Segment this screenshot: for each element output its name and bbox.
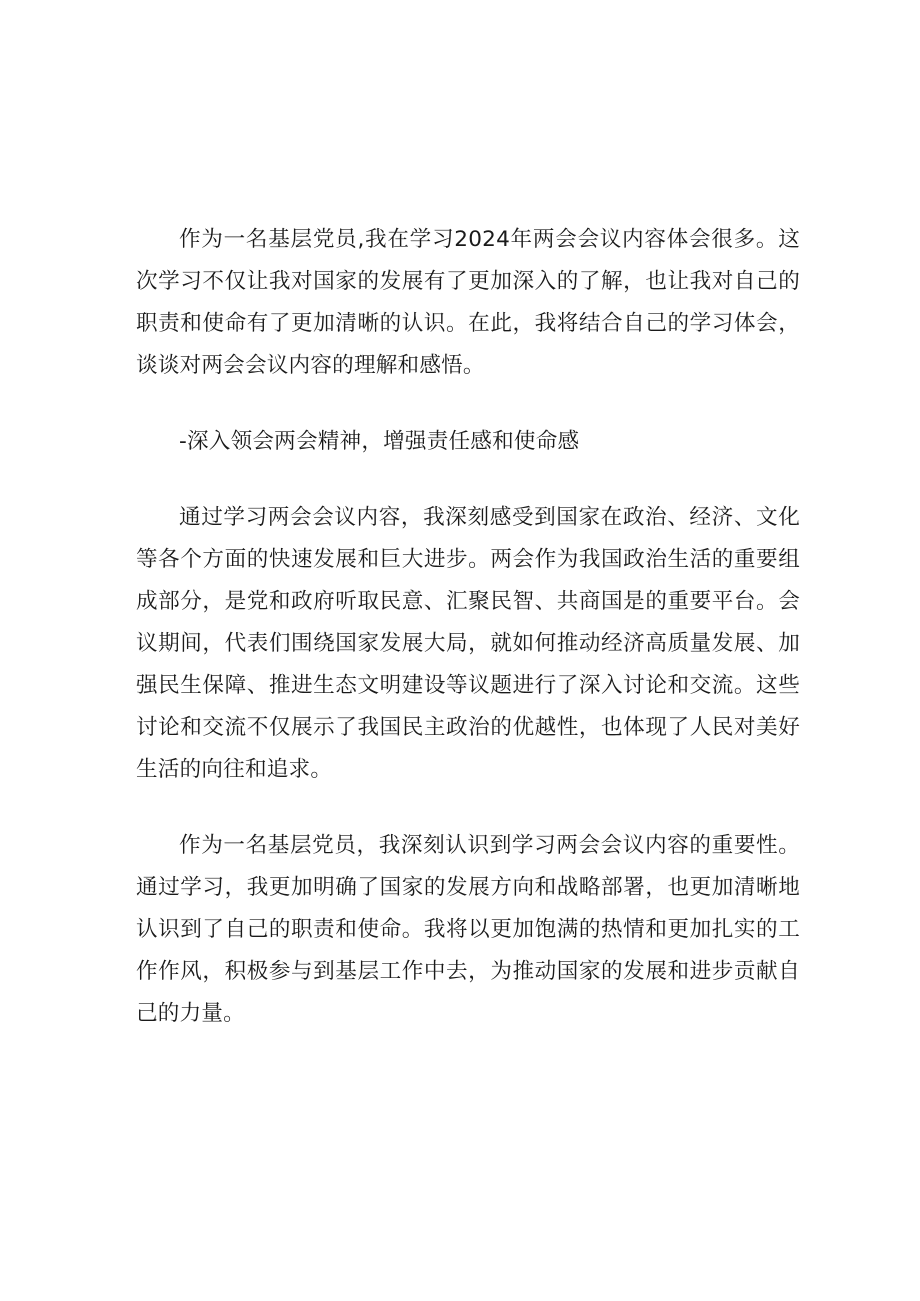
intro-paragraph: 作为一名基层党员,我在学习2024年两会会议内容体会很多。这次学习不仅让我对国家的发展有了更加深入的了解，也让我对自己的职责和使命有了更加清晰的认识。在此，我将结合自己的学习体会，谈谈对两会会议内容的理解和感悟。 [136,227,800,378]
body-paragraph-1: 通过学习两会会议内容，我深刻感受到国家在政治、经济、文化等各个方面的快速发展和巨大进步。两会作为我国政治生活的重要组成部分，是党和政府听取民意、汇聚民智、共商国是的重要平台。会议期间，代表们围绕国家发展大局，就如何推动经济高质量发展、加强民生保障、推进生态文明建设等议题进行了深入讨论和交流。这些讨论和交流不仅展示了我国民主政治的优越性，也体现了人民对美好生活的向往和追求。 [136,505,800,782]
body-paragraph-2: 作为一名基层党员，我深刻认识到学习两会会议内容的重要性。通过学习，我更加明确了国家的发展方向和战略部署，也更加清晰地认识到了自己的职责和使命。我将以更加饱满的热情和更加扎实的工作作风，积极参与到基层工作中去，为推动国家的发展和进步贡献自己的力量。 [136,833,800,1026]
document-body [136,219,800,1069]
section-heading: -深入领会两会精神，增强责任感和使命感 [179,429,580,454]
